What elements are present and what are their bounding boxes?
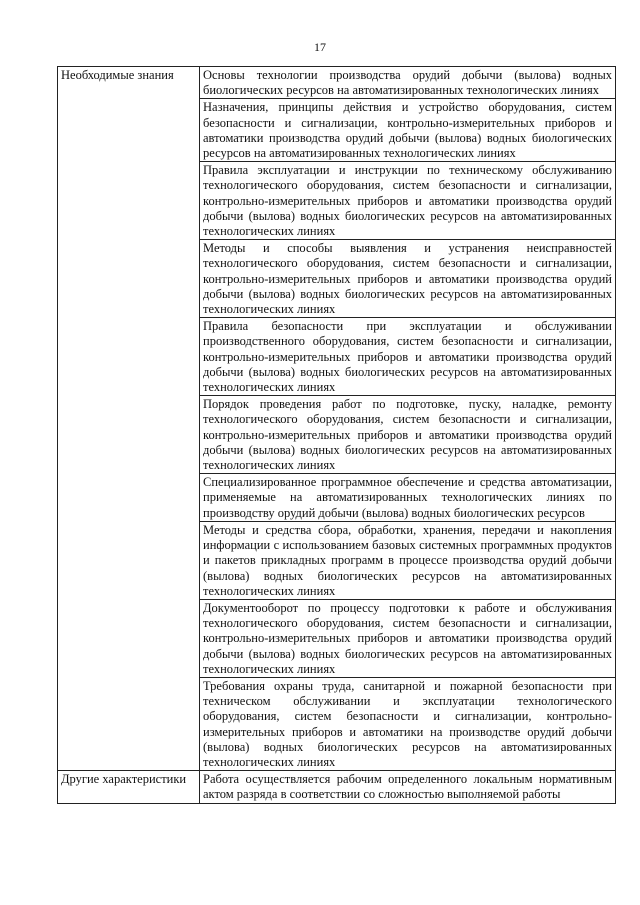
characteristics-table: [57, 66, 616, 804]
knowledge-item: Основы технологии производства орудий добычи (вылова) водных биологических ресурсов на автоматизированных технологических линиях: [200, 67, 616, 99]
knowledge-item: Правила эксплуатации и инструкции по техническому обслуживанию технологического оборудования, систем безопасности и сигнализации, контрольно-измерительных приборов и автоматики производства орудий добычи (вылова) водных биологических ресурсов на автоматизированных технологических линиях: [200, 162, 616, 240]
table-row: [58, 67, 616, 99]
other-characteristics-text: Работа осуществляется рабочим определенного локальным нормативным актом разряда в соответствии со сложностью выполняемой работы: [200, 771, 616, 803]
knowledge-item: Методы и средства сбора, обработки, хранения, передачи и накопления информации с использованием базовых системных программных продуктов и пакетов прикладных программ в процессе производства орудий добычи (вылова) водных биологических ресурсов на автоматизированных технологических линиях: [200, 521, 616, 599]
knowledge-item: Назначения, принципы действия и устройство оборудования, систем безопасности и сигнализации, контрольно-измерительных приборов и автоматики производства орудий добычи (вылова) водных биологических ресурсов на автоматизированных технологических линиях: [200, 99, 616, 162]
knowledge-label: Необходимые знания: [58, 67, 200, 771]
page-number: 17: [314, 40, 326, 54]
other-characteristics-label: Другие характеристики: [58, 771, 200, 803]
knowledge-item: Порядок проведения работ по подготовке, пуску, наладке, ремонту технологического оборудования, систем безопасности и сигнализации, контрольно-измерительных приборов и автоматики производства орудий добычи (вылова) водных биологических ресурсов на автоматизированных технологических линиях: [200, 396, 616, 474]
knowledge-item: Требования охраны труда, санитарной и пожарной безопасности при техническом обслуживании и эксплуатации технологического оборудования, систем безопасности и сигнализации, контрольно-измерительных приборов и автоматики на производстве орудий добычи (вылова) водных биологических ресурсов на автоматизированных технологических линиях: [200, 677, 616, 770]
knowledge-item: Специализированное программное обеспечение и средства автоматизации, применяемые на автоматизированных технологических линиях по производству орудий добычи (вылова) водных биологических ресурсов: [200, 474, 616, 522]
knowledge-item: Документооборот по процессу подготовки к работе и обслуживания технологического оборудования, систем безопасности и сигнализации, контрольно-измерительных приборов и автоматики производства орудий добычи (вылова) водных биологических ресурсов на автоматизированных технологических линиях: [200, 599, 616, 677]
knowledge-item: Правила безопасности при эксплуатации и обслуживании производственного оборудования, систем безопасности и сигнализации, контрольно-измерительных приборов и автоматики производства орудий добычи (вылова) водных биологических ресурсов на автоматизированных технологических линиях: [200, 318, 616, 396]
table-row: [58, 771, 616, 803]
knowledge-item: Методы и способы выявления и устранения неисправностей технологического оборудования, систем безопасности и сигнализации, контрольно-измерительных приборов и автоматики производства орудий добычи (вылова) водных биологических ресурсов на автоматизированных технологических линиях: [200, 240, 616, 318]
